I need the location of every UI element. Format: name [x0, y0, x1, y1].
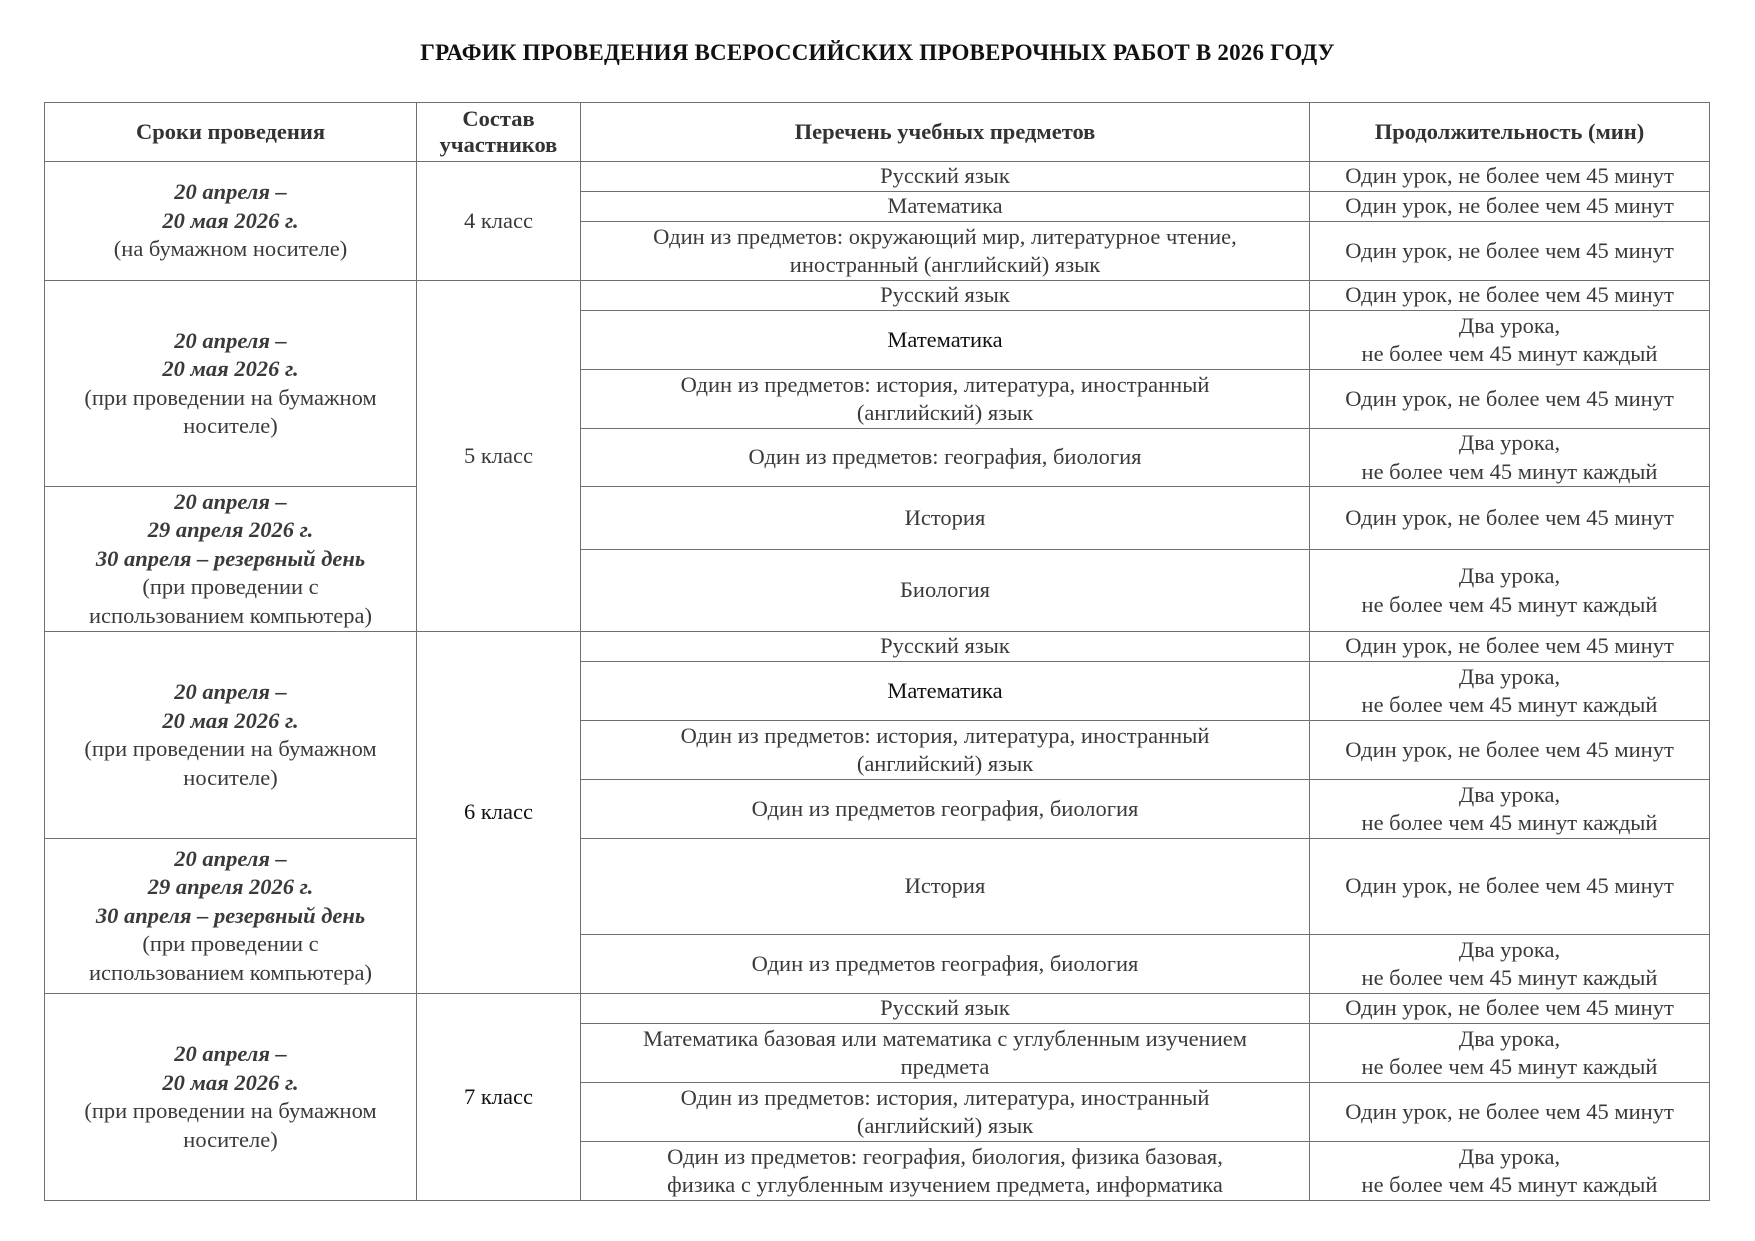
subject-cell: Один из предметов: окружающий мир, литературное чтение, иностранный (английский) язык [581, 222, 1310, 281]
subject-cell: Русский язык [581, 162, 1310, 192]
subject-cell: Один из предметов: география, биология, физика базовая, физика с углубленным изучением предмета, информатика [581, 1142, 1310, 1201]
table-row [45, 994, 1710, 1024]
header-duration: Продолжительность (мин) [1310, 103, 1710, 162]
subject-cell: Русский язык [581, 994, 1310, 1024]
period-dates: 20 апреля – [174, 179, 287, 205]
duration-cell: Один урок, не более чем 45 минут [1310, 162, 1710, 192]
table-row [45, 281, 1710, 311]
duration-cell: Два урока, не более чем 45 минут каждый [1310, 1024, 1710, 1083]
class-cell-g4: 4 класс [417, 162, 581, 281]
duration-cell: Один урок, не более чем 45 минут [1310, 487, 1710, 550]
page-title: ГРАФИК ПРОВЕДЕНИЯ ВСЕРОССИЙСКИХ ПРОВЕРОЧНЫХ РАБОТ В 2026 ГОДУ [420, 40, 1335, 65]
duration-cell: Один урок, не более чем 45 минут [1310, 281, 1710, 311]
subject-cell: Русский язык [581, 632, 1310, 662]
period-cell-g4 [45, 162, 417, 281]
subject-cell: История [581, 487, 1310, 550]
class-cell-g7: 7 класс [417, 994, 581, 1201]
table-row [45, 632, 1710, 662]
subject-cell: Русский язык [581, 281, 1310, 311]
subject-cell: Один из предметов: история, литература, иностранный (английский) язык [581, 1083, 1310, 1142]
header-subjects: Перечень учебных предметов [581, 103, 1310, 162]
schedule-table [44, 102, 1710, 1201]
duration-cell: Два урока, не более чем 45 минут каждый [1310, 429, 1710, 487]
duration-cell: Два урока, не более чем 45 минут каждый [1310, 550, 1710, 632]
period-cell-g5-paper: 20 апреля – 20 мая 2026 г. (при проведении на бумажном носителе) [45, 281, 417, 487]
subject-cell: Один из предметов география, биология [581, 935, 1310, 994]
duration-cell: Один урок, не более чем 45 минут [1310, 222, 1710, 281]
duration-cell: Два урока, не более чем 45 минут каждый [1310, 780, 1710, 839]
table-row [45, 839, 1710, 935]
class-cell-g6: 6 класс [417, 632, 581, 994]
period-cell-g5-pc: 20 апреля – 29 апреля 2026 г. 30 апреля – резервный день (при проведении с использованием компьютера) [45, 487, 417, 632]
table-row [45, 162, 1710, 192]
header-participants: Состав участников [417, 103, 581, 162]
duration-cell: Один урок, не более чем 45 минут [1310, 192, 1710, 222]
period-cell-g7-paper: 20 апреля – 20 мая 2026 г. (при проведении на бумажном носителе) [45, 994, 417, 1201]
subject-cell: Один из предметов: история, литература, иностранный (английский) язык [581, 721, 1310, 780]
period-cell-g6-pc: 20 апреля – 29 апреля 2026 г. 30 апреля – резервный день (при проведении с использованием компьютера) [45, 839, 417, 994]
duration-cell: Один урок, не более чем 45 минут [1310, 721, 1710, 780]
subject-cell: Математика [581, 192, 1310, 222]
class-cell-g5: 5 класс [417, 281, 581, 632]
duration-cell: Два урока, не более чем 45 минут каждый [1310, 311, 1710, 370]
subject-cell: Биология [581, 550, 1310, 632]
duration-cell: Один урок, не более чем 45 минут [1310, 994, 1710, 1024]
period-note: (на бумажном носителе) [113, 236, 348, 262]
table-row [45, 487, 1710, 550]
subject-cell: Математика [581, 662, 1310, 721]
duration-cell: Один урок, не более чем 45 минут [1310, 1083, 1710, 1142]
subject-cell: Один из предметов: история, литература, иностранный (английский) язык [581, 370, 1310, 429]
subject-cell: Один из предметов: география, биология [581, 429, 1310, 487]
subject-cell: Один из предметов география, биология [581, 780, 1310, 839]
period-dates: 20 мая 2026 г. [162, 207, 299, 233]
subject-cell: История [581, 839, 1310, 935]
duration-cell: Два урока, не более чем 45 минут каждый [1310, 935, 1710, 994]
subject-cell: Математика базовая или математика с углубленным изучением предмета [581, 1024, 1310, 1083]
header-period: Сроки проведения [45, 103, 417, 162]
duration-cell: Один урок, не более чем 45 минут [1310, 370, 1710, 429]
duration-cell: Один урок, не более чем 45 минут [1310, 839, 1710, 935]
period-cell-g6-paper: 20 апреля – 20 мая 2026 г. (при проведении на бумажном носителе) [45, 632, 417, 839]
duration-cell: Два урока, не более чем 45 минут каждый [1310, 1142, 1710, 1201]
duration-cell: Два урока, не более чем 45 минут каждый [1310, 662, 1710, 721]
duration-cell: Один урок, не более чем 45 минут [1310, 632, 1710, 662]
table-header-row [45, 103, 1710, 162]
subject-cell: Математика [581, 311, 1310, 370]
